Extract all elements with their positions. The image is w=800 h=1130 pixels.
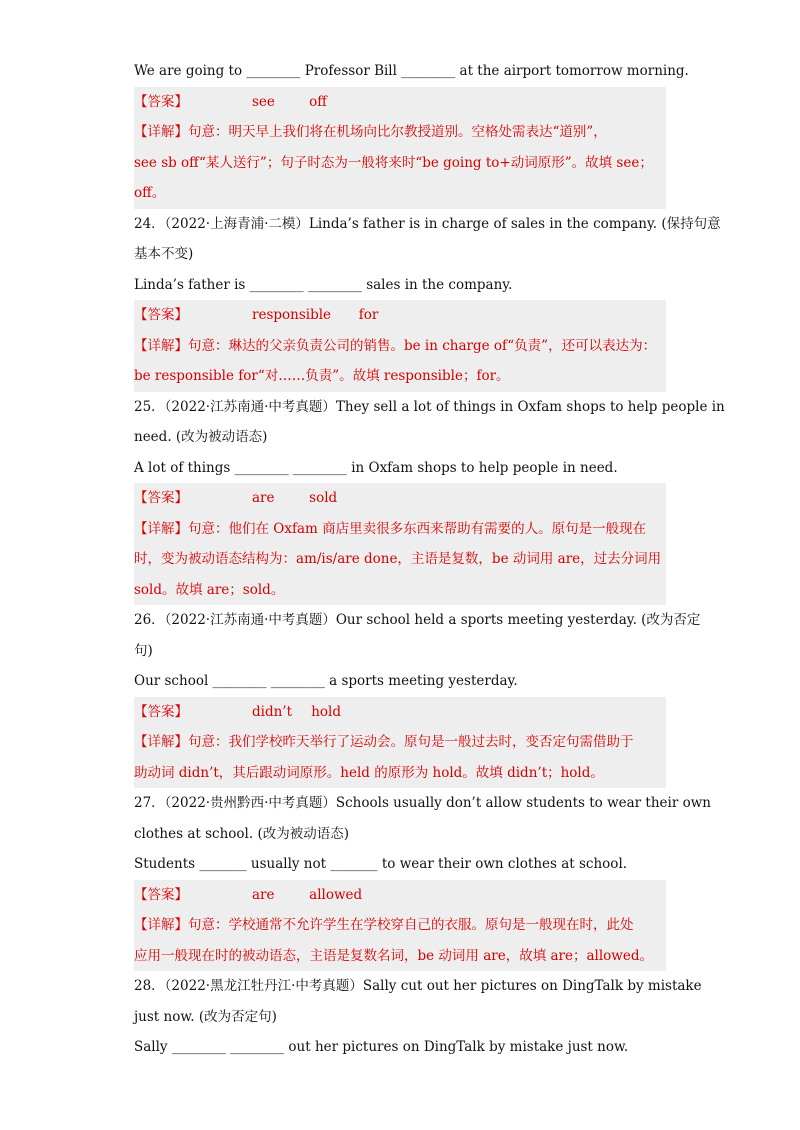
explanation-line: off。: [134, 185, 166, 201]
answer-word: are: [252, 490, 275, 506]
answer-block: [134, 697, 666, 789]
question-line: need. (改为被动语态): [134, 429, 268, 445]
answer-block: [134, 483, 666, 605]
explanation-line: 时，变为被动语态结构为：am/is/are done，主语是复数，be 动词用 are，过去分词用: [134, 551, 662, 567]
fill-sentence: A lot of things ________ ________ in Oxfam shops to help people in need.: [134, 459, 618, 476]
answer-label: 【答案】: [134, 307, 188, 323]
explanation-line: 【详解】句意：学校通常不允许学生在学校穿自己的衣服。原句是一般现在时，此处: [134, 917, 634, 933]
question-line: 25．（2022·江苏南通·中考真题）They sell a lot of things in Oxfam shops to help people in: [134, 398, 725, 415]
answer-word: didn’t: [252, 703, 293, 720]
question-line: 26．（2022·江苏南通·中考真题）Our school held a sports meeting yesterday. (改为否定: [134, 612, 701, 628]
answer-block: [134, 87, 666, 209]
answer-word: sold: [309, 490, 338, 506]
question-line: just now. (改为否定句): [134, 1008, 277, 1025]
explanation-line: see sb off“某人送行”；句子时态为一般将来时“be going to+动词原形”。故填 see；: [134, 154, 653, 171]
answer-word: are: [252, 886, 275, 903]
answer-line: [134, 300, 666, 331]
answer-block: [134, 300, 666, 392]
explanation-line: 【详解】句意：琳达的父亲负责公司的销售。be in charge of“负责”，还可以表达为：: [134, 337, 657, 354]
answer-line: [134, 87, 666, 118]
answer-word: off: [309, 93, 327, 110]
question-line: 27．（2022·贵州黔西·中考真题）Schools usually don’t allow students to wear their own: [134, 795, 711, 811]
question-line: 句): [134, 642, 153, 659]
question-line: 24．（2022·上海青浦·二模）Linda’s father is in charge of sales in the company. (保持句意: [134, 215, 721, 232]
fill-sentence: Sally ________ ________ out her pictures on DingTalk by mistake just now.: [134, 1039, 629, 1055]
answer-word: hold: [311, 703, 341, 720]
answer-line: [134, 697, 666, 728]
answer-label: 【答案】: [134, 93, 188, 110]
question-line: 28．（2022·黑龙江牡丹江·中考真题）Sally cut out her pictures on DingTalk by mistake: [134, 978, 702, 994]
question-line: clothes at school. (改为被动语态): [134, 825, 349, 842]
answer-word: allowed: [309, 886, 363, 903]
fill-sentence: Linda’s father is ________ ________ sales in the company.: [134, 276, 513, 293]
answer-label: 【答案】: [134, 703, 188, 720]
explanation-line: 【详解】句意：明天早上我们将在机场向比尔教授道别。空格处需表达“道别”，: [134, 124, 607, 140]
answer-block: [134, 880, 666, 972]
explanation-line: 【详解】句意：他们在 Oxfam 商店里卖很多东西来帮助有需要的人。原句是一般现在: [134, 520, 647, 537]
explanation-line: be responsible for“对……负责”。故填 responsible；for。: [134, 368, 510, 384]
fill-sentence: Our school ________ ________ a sports meeting yesterday.: [134, 673, 518, 689]
fill-sentence: Students _______ usually not _______ to wear their own clothes at school.: [134, 856, 628, 872]
answer-label: 【答案】: [134, 490, 188, 506]
answer-label: 【答案】: [134, 886, 188, 903]
explanation-line: 应用一般现在时的被动语态，主语是复数名词，be 动词用 are，故填 are；allowed。: [134, 947, 653, 964]
explanation-line: 【详解】句意：我们学校昨天举行了运动会。原句是一般过去时，变否定句需借助于: [134, 734, 634, 750]
answer-word: responsible: [252, 307, 332, 323]
answer-line: [134, 483, 666, 514]
answer-word: for: [358, 307, 379, 323]
answer-word: see: [252, 93, 275, 110]
document-page: [134, 56, 725, 1063]
fill-sentence: We are going to ________ Professor Bill ________ at the airport tomorrow morning.: [134, 63, 689, 79]
explanation-line: 助动词 didn’t，其后跟动词原形。held 的原形为 hold。故填 didn’t；hold。: [134, 764, 604, 781]
answer-line: [134, 880, 666, 911]
question-line: 基本不变): [134, 246, 194, 262]
explanation-line: sold。故填 are；sold。: [134, 581, 285, 598]
